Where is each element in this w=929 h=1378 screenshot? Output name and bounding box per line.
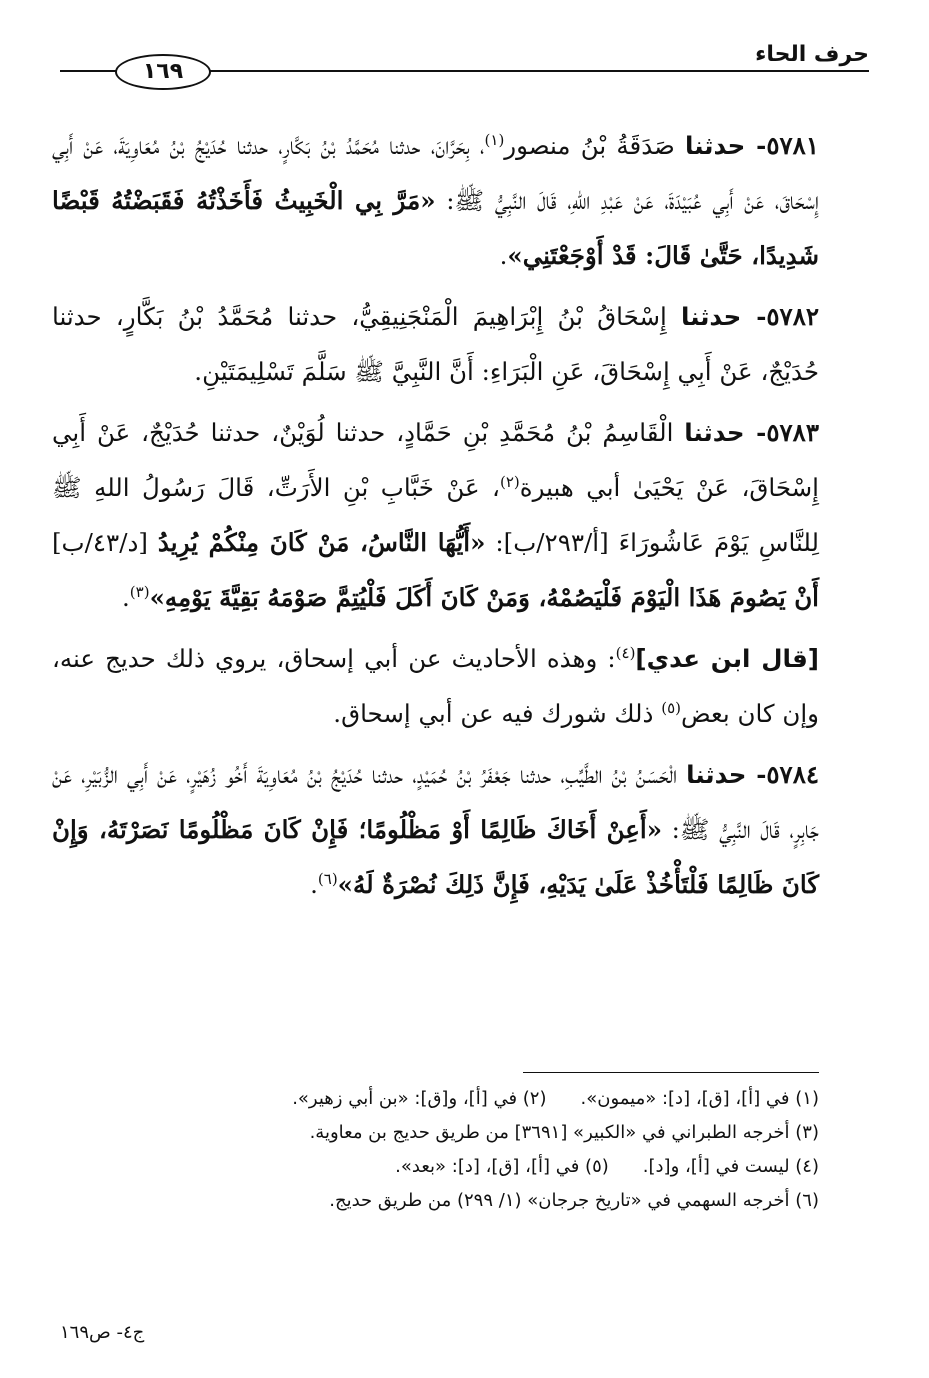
footnote-ref-5: (٥) (661, 698, 682, 717)
footnote-ref-4: (٤) (615, 643, 636, 662)
ibn-adi-comment (52, 631, 819, 741)
manuscript-ref: [د/٤٣/ب] (52, 528, 158, 557)
volume-page-folio: ج٤- ص١٦٩ (60, 1322, 145, 1343)
footnote-2: (٢) في [أ]، و[ق]: «بن أبي زهير». (292, 1088, 547, 1109)
footnote-row (80, 1116, 819, 1150)
matn-text: «مَرَّ بِي الْخَبِيثُ فَأَخَذْتُهُ فَقَبَضْتُهُ قَبْضًا شَدِيدًا، حَتَّىٰ قَالَ: قَدْ أَوْجَعْتَنِي» (52, 186, 819, 270)
matn-text: «أَعِنْ أَخَاكَ ظَالِمًا أَوْ مَظْلُومًا؛ فَإِنْ كَانَ مَظْلُومًا نَصَرْتَهُ، وَإِنْ كَانَ ظَالِمًا فَلْتَأْخُذْ عَلَىٰ يَدَيْهِ، فَإِنَّ ذَلِكَ نُصْرَةٌ لَهُ» (52, 815, 819, 899)
footnotes (80, 1082, 819, 1218)
footnote-1: (١) في [أ]، [ق]، [د]: «ميمون». (580, 1088, 819, 1109)
hadith-intro: حدثنا (684, 418, 745, 447)
isnad-text: ، عَنْ خَبَّابِ بْنِ الأَرَتِّ، قَالَ رَسُولُ اللهِ ﷺ لِلنَّاسِ يَوْمَ عَاشُورَاءَ [أ/٢٩٣/ب]: (52, 473, 819, 557)
isnad-text: ، بِحَرَّانَ، حدثنا مُحَمَّدُ بْنُ بَكَّارٍ، حدثنا حُدَيْجُ بْنُ مُعَاوِيَةَ، عَنْ أَبِي إِسْحَاقَ، عَنْ أَبِي عُبَيْدَةَ، عَنْ عَبْدِ اللهِ، قَالَ النَّبِيُّ ﷺ: (52, 131, 820, 215)
hadith-number: ٥٧٨٣ (766, 418, 819, 447)
hadith-intro: حدثنا (685, 131, 746, 160)
page-number: ١٦٩ (115, 54, 211, 90)
isnad-text: إِسْحَاقُ بْنُ إِبْرَاهِيمَ الْمَنْجَنِيقِيُّ، حدثنا مُحَمَّدُ بْنُ بَكَّارٍ، حدثنا حُدَيْجٌ، عَنْ أَبِي إِسْحَاقَ، عَنِ الْبَرَاءِ: أَنَّ النَّبِيَّ ﷺ سَلَّمَ تَسْلِيمَتَيْنِ. (52, 302, 819, 386)
main-text (52, 118, 819, 918)
isnad-text: الْقَاسِمُ بْنُ مُحَمَّدِ بْنِ حَمَّادٍ، حدثنا لُوَيْنٌ، حدثنا حُدَيْجٌ، عَنْ أَبِي إِسْحَاقَ، عَنْ يَحْيَىٰ أبي هبيرة (52, 418, 819, 502)
period: . (121, 583, 130, 612)
hadith-intro: حدثنا (681, 302, 742, 331)
period: . (310, 870, 318, 899)
hadith-number: ٥٧٨١ (766, 131, 819, 160)
hadith-number: ٥٧٨٤ (766, 760, 820, 789)
comment-label: [قال ابن عدي] (635, 644, 819, 673)
footnote-separator (523, 1072, 819, 1073)
footnote-row (80, 1082, 819, 1116)
footnote-5: (٥) في [أ]، [ق]، [د]: «بعد». (395, 1156, 609, 1177)
footnote-6: (٦) أخرجه السهمي في «تاريخ جرجان» (١/ ٢٩٩) من طريق حديج. (329, 1190, 819, 1211)
footnote-ref-3: (٣) (129, 582, 150, 601)
comment-text: ذلك شورك فيه عن أبي إسحاق. (333, 699, 662, 728)
chapter-title: حرف الحاء (755, 42, 869, 67)
isnad-text: صَدَقَةُ بْنُ منصور (504, 131, 675, 160)
period: . (499, 241, 508, 270)
comment-text: : وهذه الأحاديث عن أبي إسحاق، يروي ذلك حديج عنه، وإن كان بعض (52, 644, 819, 728)
footnote-row (80, 1184, 819, 1218)
hadith-5781: ٥٧٨١- حدثنا صَدَقَةُ بْنُ منصور$^{(١)}$، بِحَرَّانَ، حدثنا مُحَمَّدُ بْنُ بَكَّارٍ، حدثنا حُدَيْجُ بْنُ مُعَاوِيَةَ، عَنْ أَبِي إِسْحَاقَ، عَنْ أَبِي عُبَيْدَةَ، عَنْ عَبْدِ اللهِ، قَالَ النَّبِيُّ ﷺ: «مَرَّ بِي الْخَبِيثُ فَأَخَذْتُهُ فَقَبَضْتُهُ قَبْضًا شَدِيدًا، حَتَّىٰ قَالَ: قَدْ أَوْجَعْتَنِي». (52, 130, 820, 270)
hadith-5783: ٥٧٨٣- حدثنا الْقَاسِمُ بْنُ مُحَمَّدِ بْنِ حَمَّادٍ، حدثنا لُوَيْنٌ، حدثنا حُدَيْجٌ، عَنْ أَبِي إِسْحَاقَ، عَنْ يَحْيَىٰ أبي هبيرة$^{(٢)}$، عَنْ خَبَّابِ بْنِ الأَرَتِّ، قَالَ رَسُولُ اللهِ ﷺ لِلنَّاسِ يَوْمَ عَاشُورَاءَ [أ/٢٩٣/ب]: «أَيُّهَا النَّاسُ، مَنْ كَانَ مِنْكُمْ يُرِيدُ [د/٤٣/ب] أَنْ يَصُومَ هَذَا الْيَوْمَ فَلْيَصُمْهُ، وَمَنْ كَانَ أَكَلَ فَلْيُتِمَّ صَوْمَهُ بَقِيَّةَ يَوْمِهِ»$^{(٣)}$. (52, 418, 819, 612)
page-header (60, 38, 869, 98)
footnote-row (80, 1150, 819, 1184)
isnad-text: الْحَسَنُ بْنُ الطَّيِّبِ، حدثنا جَعْفَرُ بْنُ حُمَيْدٍ، حدثنا حُدَيْجُ بْنُ مُعَاوِيَةَ أَخُو زُهَيْرٍ، عَنْ أَبِي الزُّبَيْرِ، عَنْ جَابِرٍ، قَالَ النَّبِيُّ ﷺ: (52, 760, 819, 844)
footnote-3: (٣) أخرجه الطبراني في «الكبير» [٣٦٩١] من طريق حديج بن معاوية. (309, 1122, 819, 1143)
hadith-number: ٥٧٨٢ (766, 302, 820, 331)
hadith-5782: ٥٧٨٢- حدثنا إِسْحَاقُ بْنُ إِبْرَاهِيمَ الْمَنْجَنِيقِيُّ، حدثنا مُحَمَّدُ بْنُ بَكَّارٍ، حدثنا حُدَيْجٌ، عَنْ أَبِي إِسْحَاقَ، عَنِ الْبَرَاءِ: أَنَّ النَّبِيَّ ﷺ سَلَّمَ تَسْلِيمَتَيْنِ. (52, 302, 820, 386)
hadith-5784: ٥٧٨٤- حدثنا الْحَسَنُ بْنُ الطَّيِّبِ، حدثنا جَعْفَرُ بْنُ حُمَيْدٍ، حدثنا حُدَيْجُ بْنُ مُعَاوِيَةَ أَخُو زُهَيْرٍ، عَنْ أَبِي الزُّبَيْرِ، عَنْ جَابِرٍ، قَالَ النَّبِيُّ ﷺ: «أَعِنْ أَخَاكَ ظَالِمًا أَوْ مَظْلُومًا؛ فَإِنْ كَانَ مَظْلُومًا نَصَرْتَهُ، وَإِنْ كَانَ ظَالِمًا فَلْتَأْخُذْ عَلَىٰ يَدَيْهِ، فَإِنَّ ذَلِكَ نُصْرَةٌ لَهُ»$^{(٦)}$. (52, 760, 820, 899)
footnote-4: (٤) ليست في [أ]، و[د]. (642, 1156, 819, 1177)
matn-text: أَنْ يَصُومَ هَذَا الْيَوْمَ فَلْيَصُمْهُ، وَمَنْ كَانَ أَكَلَ فَلْيُتِمَّ صَوْمَهُ بَقِيَّةَ يَوْمِهِ» (149, 583, 819, 612)
hadith-intro: حدثنا (686, 760, 747, 789)
footnote-ref-1: (١) (484, 130, 505, 149)
footnote-ref-2: (٢) (499, 472, 520, 491)
footnote-ref-6: (٦) (317, 869, 338, 888)
matn-text: «أَيُّهَا النَّاسُ، مَنْ كَانَ مِنْكُمْ يُرِيدُ (157, 528, 486, 557)
